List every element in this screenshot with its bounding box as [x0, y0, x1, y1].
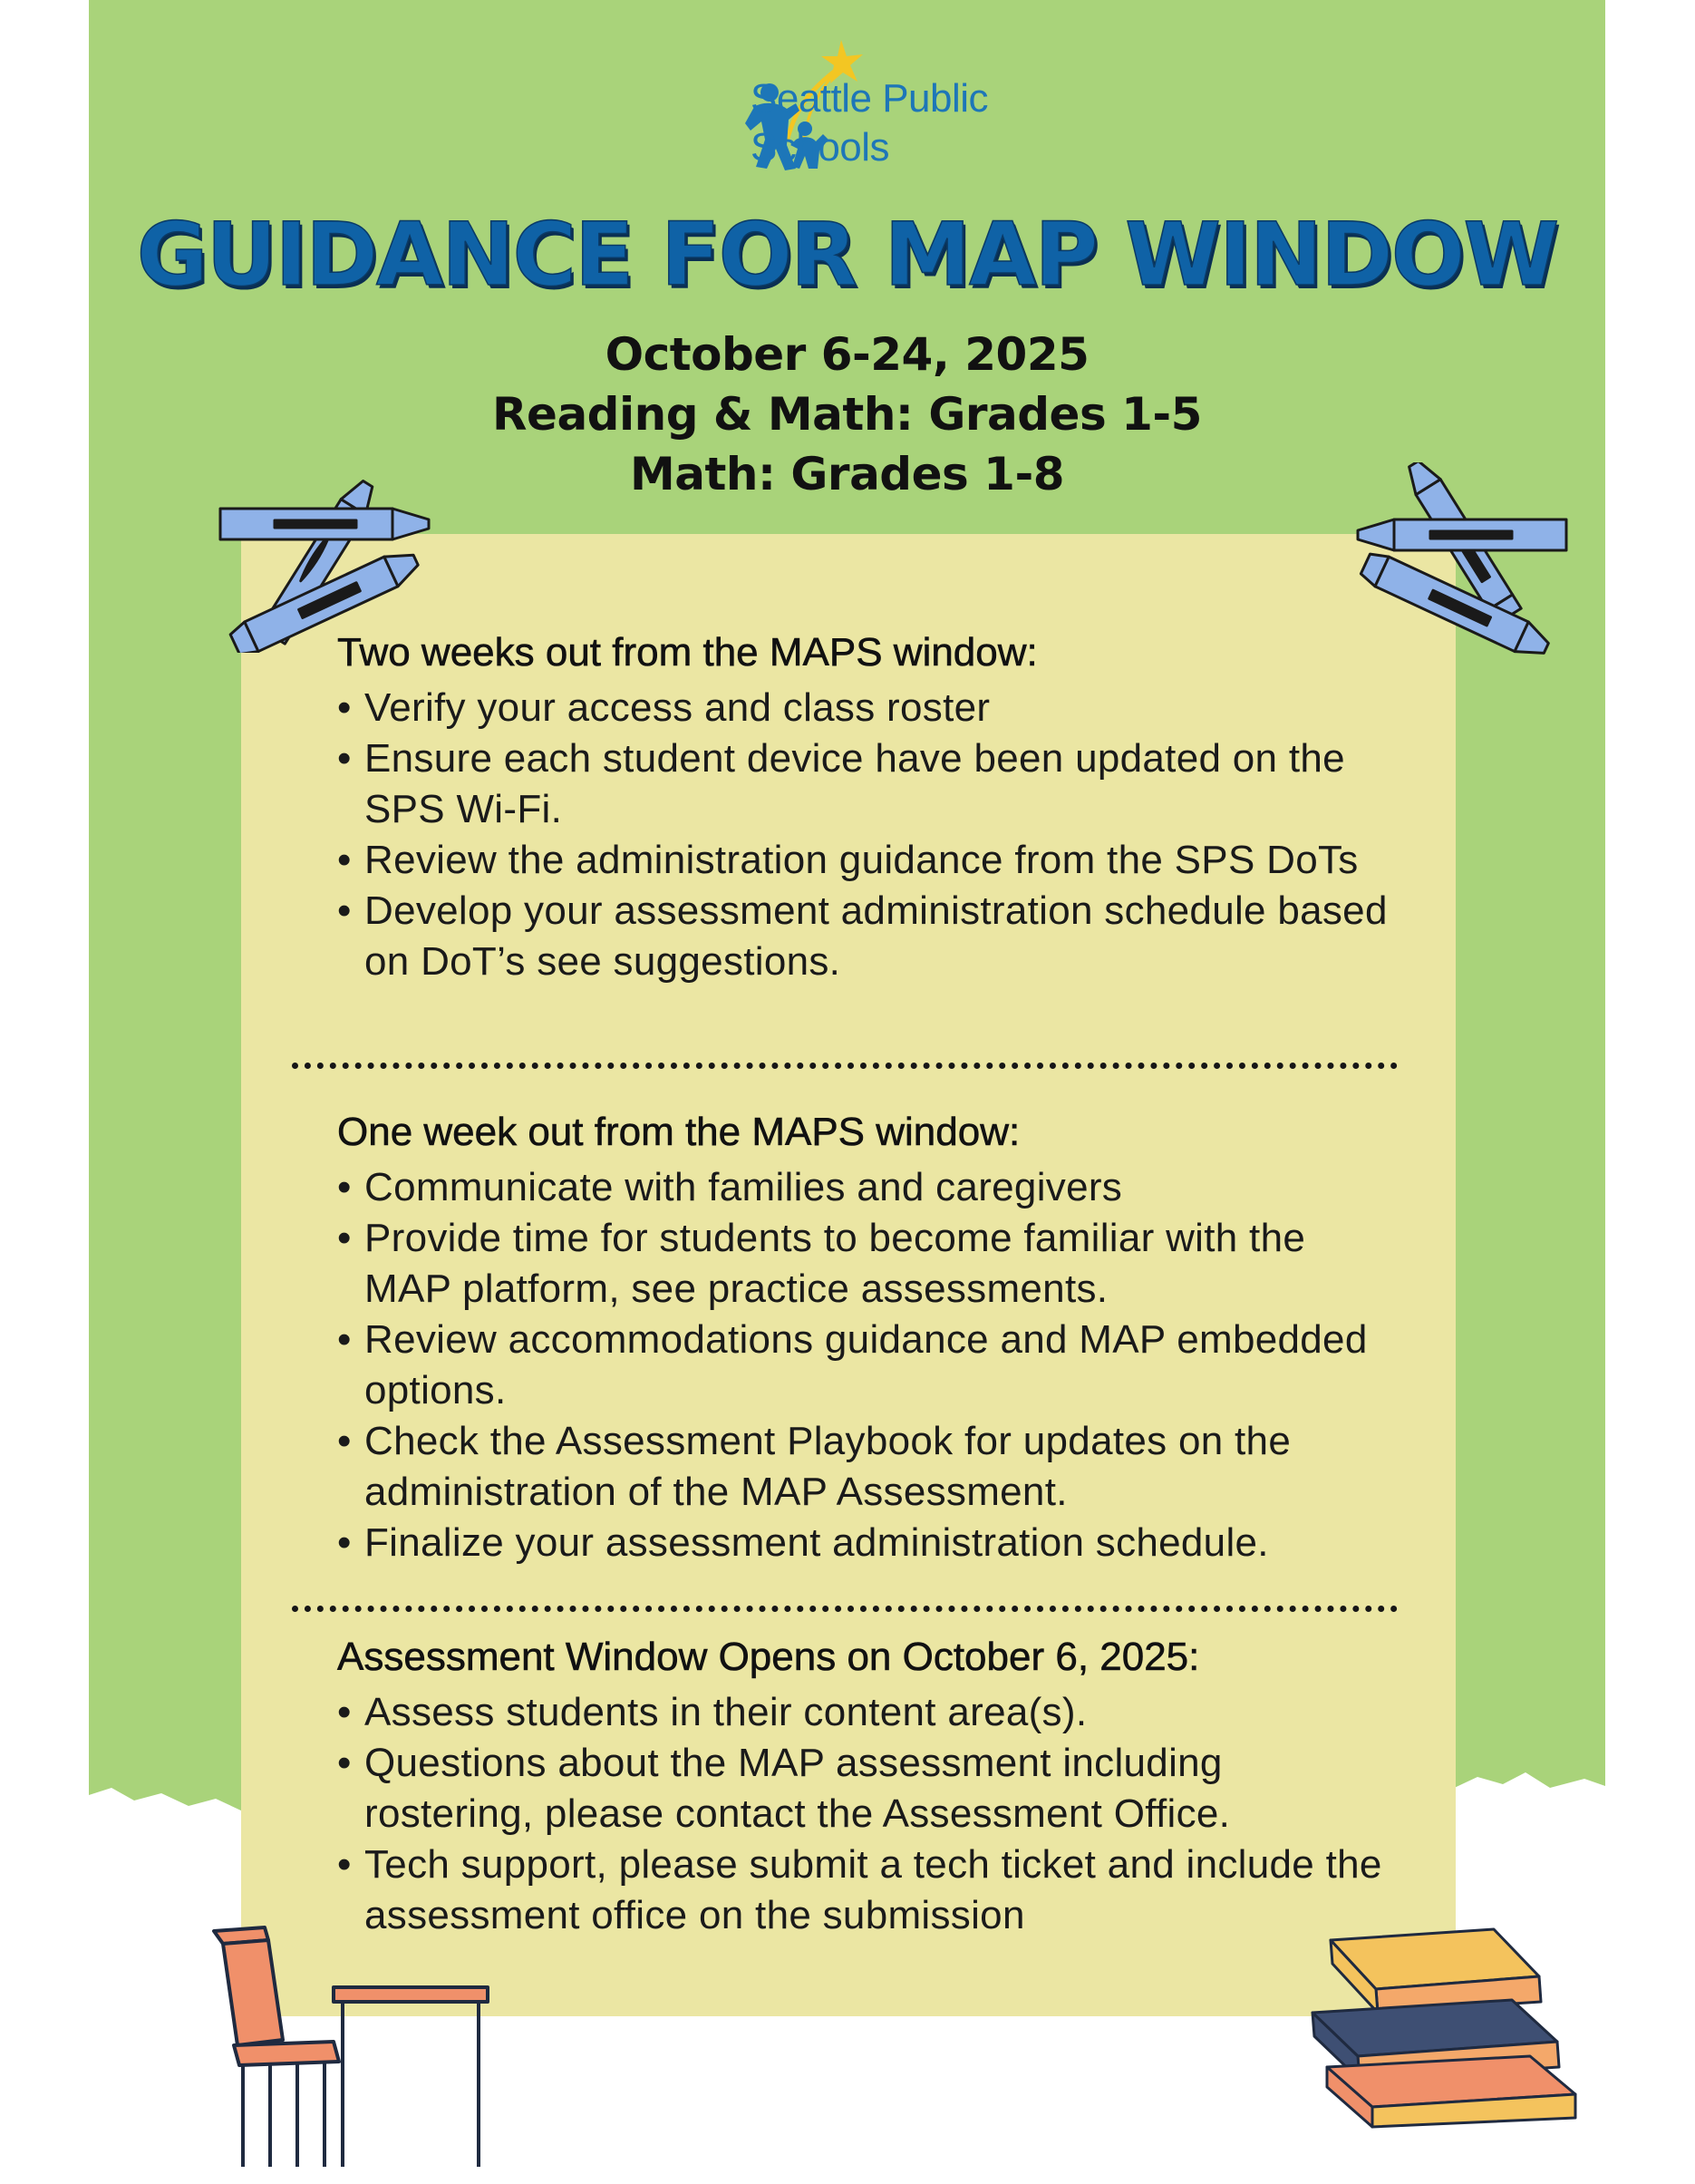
list-item: • Review accommodations guidance and MAP embedded options. — [337, 1315, 1389, 1416]
list-item: • Develop your assessment administration schedule based on DoT’s see suggestions. — [337, 886, 1389, 987]
list-item: • Communicate with families and caregivers — [337, 1162, 1389, 1213]
subjects-line-1: Reading & Math: Grades 1-5 — [492, 388, 1202, 441]
dotted-divider — [292, 1606, 1398, 1612]
section-two-weeks-out — [337, 627, 1389, 987]
list-item: • Tech support, please submit a tech ticket and include the assessment office on the submission — [337, 1839, 1389, 1941]
checklist — [337, 1687, 1389, 1941]
list-item: • Provide time for students to become familiar with the MAP platform, see practice assessments. — [337, 1213, 1389, 1315]
school-desk-icon — [207, 1922, 497, 2176]
logo-text — [751, 74, 988, 172]
list-item: • Ensure each student device have been updated on the SPS Wi-Fi. — [337, 733, 1389, 835]
list-item: • Check the Assessment Playbook for updates on the administration of the MAP Assessment. — [337, 1416, 1389, 1518]
logo-line-1: Seattle Public — [751, 76, 989, 121]
logo-line-2: Schools — [751, 125, 890, 170]
section-one-week-out — [337, 1107, 1389, 1568]
section-window-opens — [337, 1632, 1389, 1941]
list-item: • Verify your access and class roster — [337, 683, 1389, 733]
crayons-left-icon — [189, 453, 488, 653]
list-item: • Assess students in their content area(s). — [337, 1687, 1389, 1738]
checklist — [337, 683, 1389, 987]
poster — [89, 0, 1605, 2184]
section-heading: Assessment Window Opens on October 6, 2025: — [337, 1635, 1200, 1679]
subjects-line-2: Math: Grades 1-8 — [629, 448, 1065, 500]
section-heading: One week out from the MAPS window: — [337, 1110, 1021, 1154]
checklist — [337, 1162, 1389, 1568]
list-item: • Finalize your assessment administration schedule. — [337, 1518, 1389, 1568]
book-stack-icon — [1303, 1922, 1593, 2131]
list-item: • Questions about the MAP assessment including rostering, please contact the Assessment Office. — [337, 1738, 1389, 1839]
section-heading: Two weeks out from the MAPS window: — [337, 630, 1038, 675]
page-title: GUIDANCE FOR MAP WINDOW — [136, 204, 1558, 306]
date-range: October 6-24, 2025 — [605, 328, 1090, 381]
dotted-divider — [292, 1063, 1398, 1069]
list-item: • Review the administration guidance from the SPS DoTs — [337, 835, 1389, 886]
